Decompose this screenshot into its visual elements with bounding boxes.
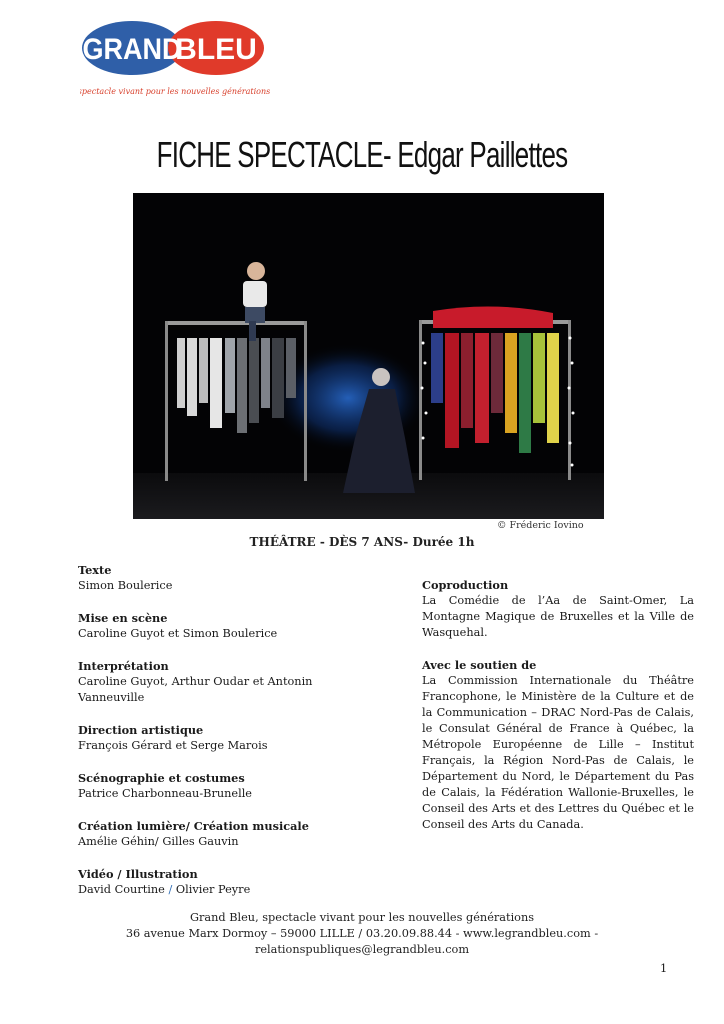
show-subtitle: THÉÂTRE - DÈS 7 ANS- Durée 1h xyxy=(249,535,475,549)
section-label: Interprétation xyxy=(78,659,169,673)
credit-section xyxy=(78,818,378,850)
svg-text:BLEU: BLEU xyxy=(175,33,257,66)
section-text: Caroline Guyot et Simon Boulerice xyxy=(78,627,278,640)
section-label: Direction artistique xyxy=(78,723,204,737)
page-number: 1 xyxy=(660,962,668,975)
section-text: Amélie Géhin/ Gilles Gauvin xyxy=(78,835,239,848)
section-text: Simon Boulerice xyxy=(78,579,173,592)
credit-section xyxy=(78,722,378,754)
video-credit: David Courtine xyxy=(78,883,165,896)
photo-credit: © Fréderic Iovino xyxy=(497,520,584,531)
credit-section xyxy=(422,657,694,833)
footer-email: relationspubliques@legrandbleu.com xyxy=(254,943,470,956)
section-text: La Commission Internationale du Théâtre Francophone, le Ministère de la Culture et de la Communication – DRAC Nord-Pas de Calais, le Consulat Général de France à Québec, la Métropole Européenne de Lille – Institut Français, la Région Nord-Pas de Calais, le Département du Nord, le Département du Pas de Calais, la Fédération Wallonie-Bruxelles, le Conseil des Arts et des Lettres du Québec et le Conseil des Arts du Canada. xyxy=(422,674,694,831)
section-text: François Gérard et Serge Marois xyxy=(78,739,268,752)
grand-bleu-logo xyxy=(80,16,270,102)
credit-section xyxy=(422,577,694,641)
section-text: La Comédie de l’Aa de Saint-Omer, La Montagne Magique de Bruxelles et la Ville de Wasquehal. xyxy=(422,594,694,639)
illustration-credit: Olivier Peyre xyxy=(175,883,251,896)
footer-address: 36 avenue Marx Dormoy – 59000 LILLE / 03.20.09.88.44 - www.legrandbleu.com - xyxy=(125,927,599,940)
separator: / xyxy=(168,883,173,896)
credit-section xyxy=(78,658,378,706)
section-label: Avec le soutien de xyxy=(422,658,537,672)
page-title: FICHE SPECTACLE- Edgar Paillettes xyxy=(156,134,568,175)
footer-line: Grand Bleu, spectacle vivant pour les nouvelles générations xyxy=(189,911,535,924)
section-label: Scénographie et costumes xyxy=(78,771,245,785)
section-text: Patrice Charbonneau-Brunelle xyxy=(78,787,252,800)
credits-right-column xyxy=(422,577,694,849)
section-label: Coproduction xyxy=(422,578,509,592)
credits-left-column xyxy=(78,562,378,914)
footer xyxy=(0,910,724,958)
section-label: Vidéo / Illustration xyxy=(78,867,198,881)
svg-text:spectacle vivant pour les nouv: spectacle vivant pour les nouvelles générations xyxy=(80,87,270,96)
credit-section xyxy=(78,770,378,802)
svg-text:GRAND: GRAND xyxy=(82,32,182,67)
section-label: Mise en scène xyxy=(78,611,168,625)
credit-section xyxy=(78,866,378,898)
section-label: Texte xyxy=(78,563,112,577)
section-text: Caroline Guyot, Arthur Oudar et Antonin Vanneuville xyxy=(78,675,313,704)
section-label: Création lumière/ Création musicale xyxy=(78,819,309,833)
stage-photo xyxy=(133,193,604,519)
credit-section xyxy=(78,610,378,642)
credit-section xyxy=(78,562,378,594)
section-text xyxy=(78,882,378,898)
